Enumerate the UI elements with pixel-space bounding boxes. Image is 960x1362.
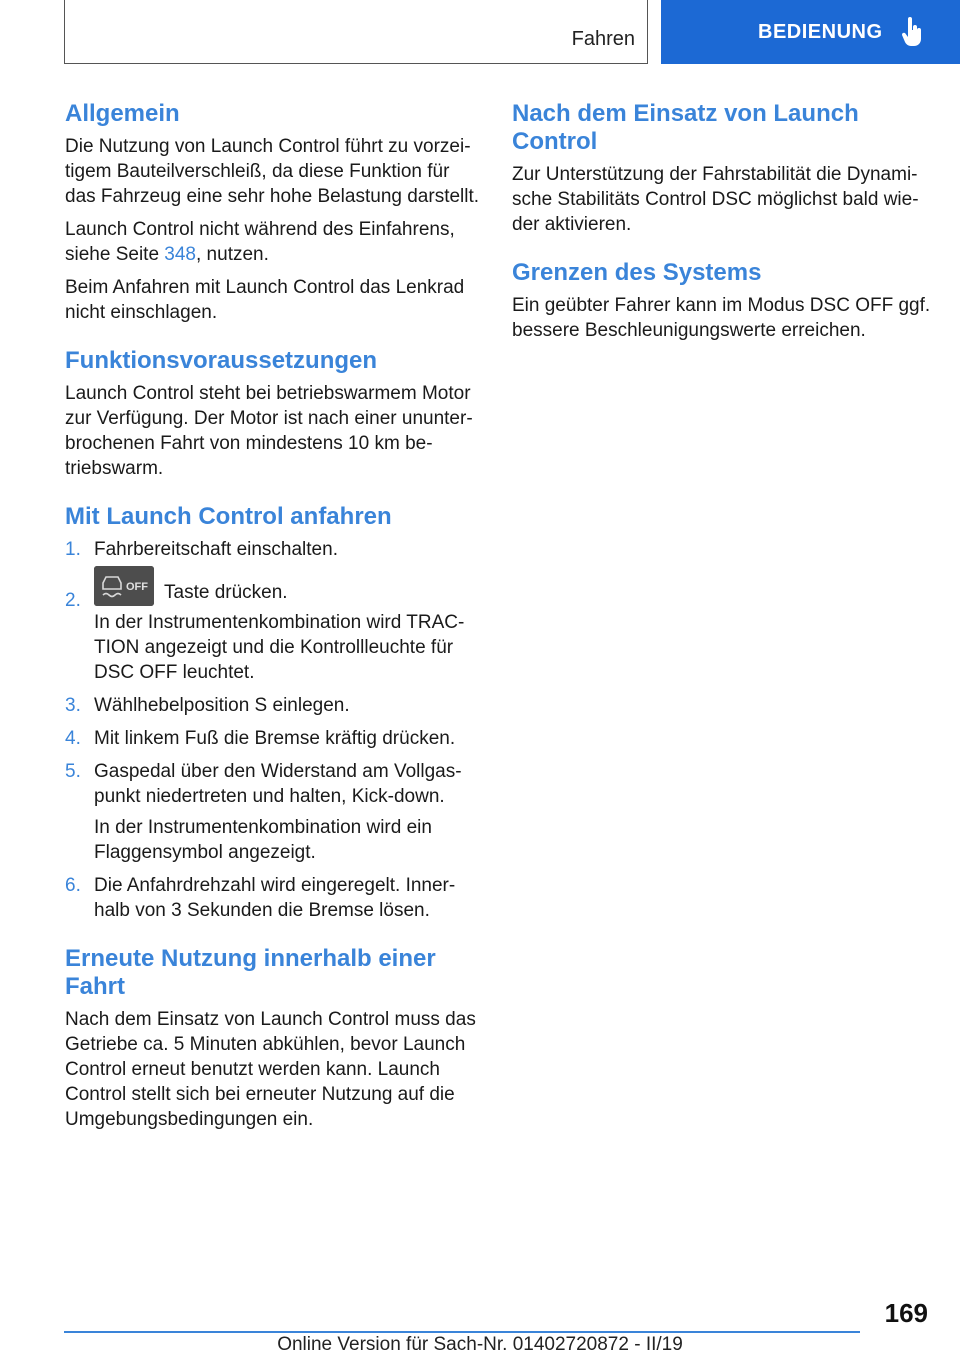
step-text: Gaspedal über den Widerstand am Vollgaspunkt niedertreten und halten, Kick-down. bbox=[94, 761, 462, 807]
page-reference-link[interactable]: 348 bbox=[164, 244, 196, 265]
step-number: 4. bbox=[65, 728, 81, 749]
heading-funktionsvoraussetzungen: Funktionsvoraussetzungen bbox=[65, 347, 378, 374]
step-2-row bbox=[94, 576, 480, 606]
steps-list bbox=[65, 537, 480, 923]
voraussetzungen-paragraph: Launch Control steht bei betriebswarmem Motor zur Verfügung. Der Motor ist nach einer ununterbrochenen Fahrt von mindestens 10 km betriebswarm. bbox=[65, 383, 473, 479]
footer-text: Online Version für Sach-Nr. 01402720872 - II/19 bbox=[277, 1334, 683, 1355]
heading-allgemein: Allgemein bbox=[65, 100, 180, 127]
allgemein-paragraph-3: Beim Anfahren mit Launch Control das Lenkrad nicht einschlagen. bbox=[65, 277, 465, 323]
list-item bbox=[65, 759, 480, 865]
step-subtext: In der Instrumentenkombination wird ein Flaggensymbol angezeigt. bbox=[94, 817, 432, 863]
header-section-title: Fahren bbox=[571, 28, 635, 50]
step-subtext: In der Instrumentenkombination wird TRACTION angezeigt und die Kontrollleuchte für DSC OFF leuchtet. bbox=[94, 612, 465, 683]
step-text: Taste drücken. bbox=[164, 581, 288, 603]
header-chapter-title: BEDIENUNG bbox=[758, 20, 883, 43]
allgemein-paragraph-2 bbox=[65, 217, 480, 267]
step-number: 1. bbox=[65, 539, 81, 560]
allgemein-paragraph-2-end: , nutzen. bbox=[196, 244, 269, 265]
pointing-hand-icon bbox=[901, 17, 925, 47]
heading-anfahren: Mit Launch Control anfahren bbox=[65, 503, 392, 530]
heading-erneute-nutzung: Erneute Nutzung innerhalb einer Fahrt bbox=[65, 945, 436, 1000]
page-number: 169 bbox=[884, 1298, 928, 1328]
nach-paragraph: Zur Unterstützung der Fahrstabilität die Dynamische Stabilitäts Control DSC möglichst bald wieder aktivieren. bbox=[512, 164, 919, 235]
allgemein-paragraph-2-text: Launch Control nicht während des Einfahrens, siehe Seite bbox=[65, 219, 455, 265]
header-section-box bbox=[64, 0, 648, 64]
step-number: 2. bbox=[65, 590, 81, 611]
dsc-off-button-label: OFF bbox=[126, 581, 148, 593]
grenzen-paragraph: Ein geübter Fahrer kann im Modus DSC OFF ggf. bessere Beschleunigungswerte erreichen. bbox=[512, 295, 931, 341]
footer-divider bbox=[64, 1331, 860, 1333]
erneut-paragraph: Nach dem Einsatz von Launch Control muss das Getriebe ca. 5 Minuten abkühlen, bevor Launch Control erneut benutzt werden kann. Launch Control stellt sich bei erneuter Nutzung auf die Umgebungsbedingungen ein. bbox=[65, 1009, 476, 1130]
step-text: Die Anfahrdrehzahl wird eingeregelt. Innerhalb von 3 Sekunden die Bremse lösen. bbox=[94, 875, 456, 921]
step-text: Wählhebelposition S einlegen. bbox=[94, 695, 350, 716]
allgemein-paragraph-1: Die Nutzung von Launch Control führt zu vorzeitigem Bauteilverschleiß, da diese Funktion für das Fahrzeug eine sehr hohe Belastung darstellt. bbox=[65, 136, 480, 207]
list-item bbox=[65, 537, 480, 562]
heading-nach-dem-einsatz: Nach dem Einsatz von Launch Control bbox=[512, 100, 859, 155]
header-chapter-tab[interactable] bbox=[661, 0, 960, 64]
list-item bbox=[65, 726, 480, 751]
list-item bbox=[65, 873, 480, 923]
list-item bbox=[65, 693, 480, 718]
heading-grenzen: Grenzen des Systems bbox=[512, 259, 762, 286]
step-number: 5. bbox=[65, 761, 81, 782]
list-item bbox=[65, 576, 480, 685]
left-column bbox=[65, 100, 480, 1140]
step-text: Mit linkem Fuß die Bremse kräftig drücken. bbox=[94, 728, 456, 749]
step-number: 6. bbox=[65, 875, 81, 896]
step-text: Fahrbereitschaft einschalten. bbox=[94, 539, 338, 560]
right-column bbox=[512, 100, 932, 351]
step-number: 3. bbox=[65, 695, 81, 716]
dsc-off-button-icon bbox=[94, 566, 154, 606]
